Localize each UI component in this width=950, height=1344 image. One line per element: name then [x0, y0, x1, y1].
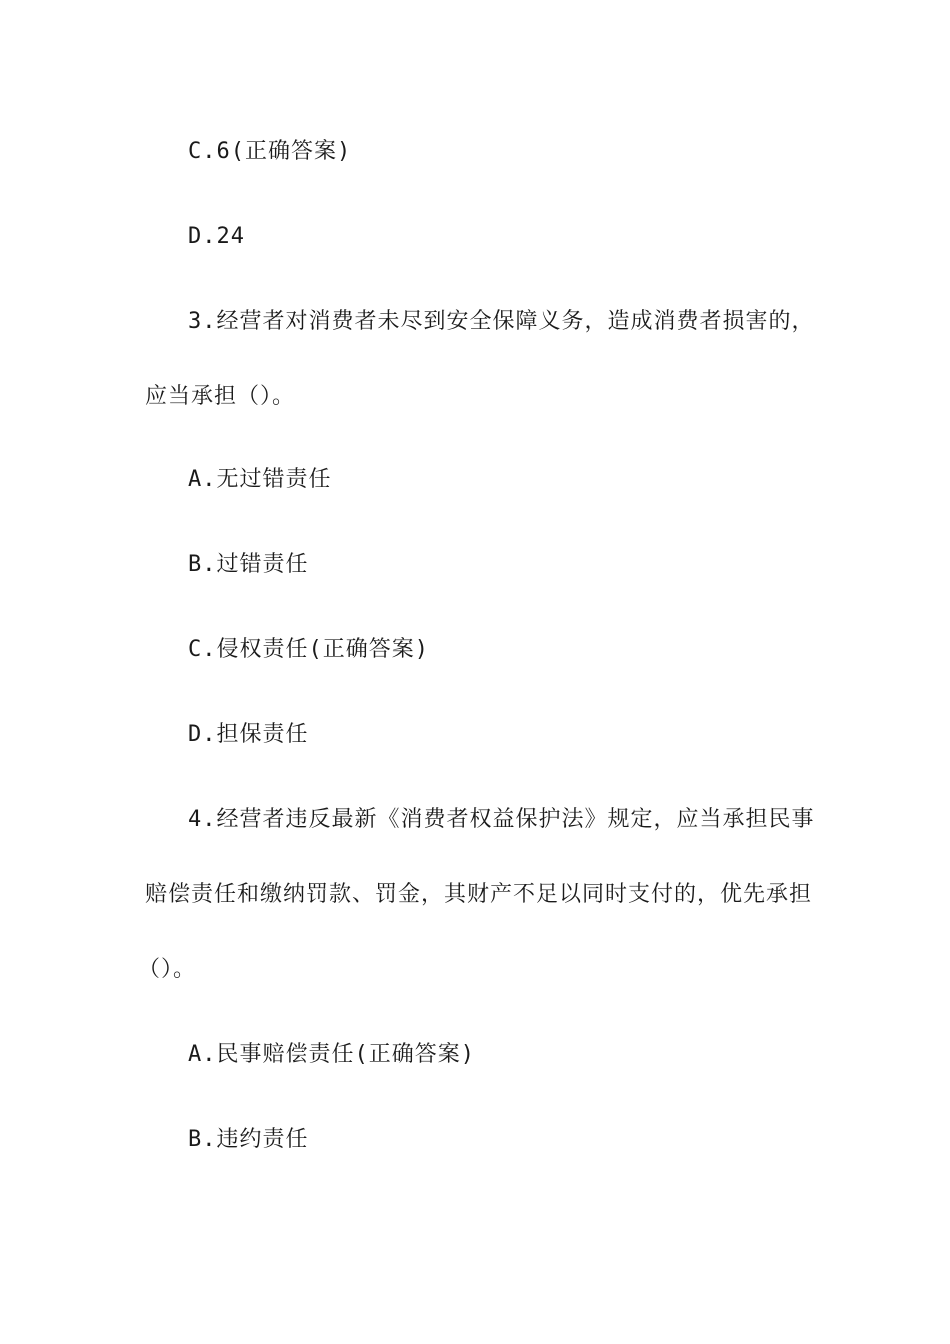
option-d-q2: D.24	[188, 224, 245, 249]
question-3-line-1: 3.经营者对消费者未尽到安全保障义务，造成消费者损害的，	[188, 309, 815, 334]
question-3-line-2: 应当承担（）。	[145, 384, 296, 409]
question-4-line-2: 赔偿责任和缴纳罚款、罚金，其财产不足以同时支付的，优先承担	[145, 882, 813, 907]
option-c-q3: C.侵权责任(正确答案)	[188, 637, 429, 662]
question-4-line-3: （）。	[138, 957, 197, 982]
option-b-q3: B.过错责任	[188, 552, 309, 577]
option-a-q4: A.民事赔偿责任(正确答案)	[188, 1042, 475, 1067]
option-a-q3: A.无过错责任	[188, 467, 332, 492]
option-b-q4: B.违约责任	[188, 1127, 309, 1152]
option-d-q3: D.担保责任	[188, 722, 309, 747]
question-4-line-1: 4.经营者违反最新《消费者权益保护法》规定，应当承担民事	[188, 807, 815, 832]
option-c-q2: C.6(正确答案)	[188, 139, 352, 164]
